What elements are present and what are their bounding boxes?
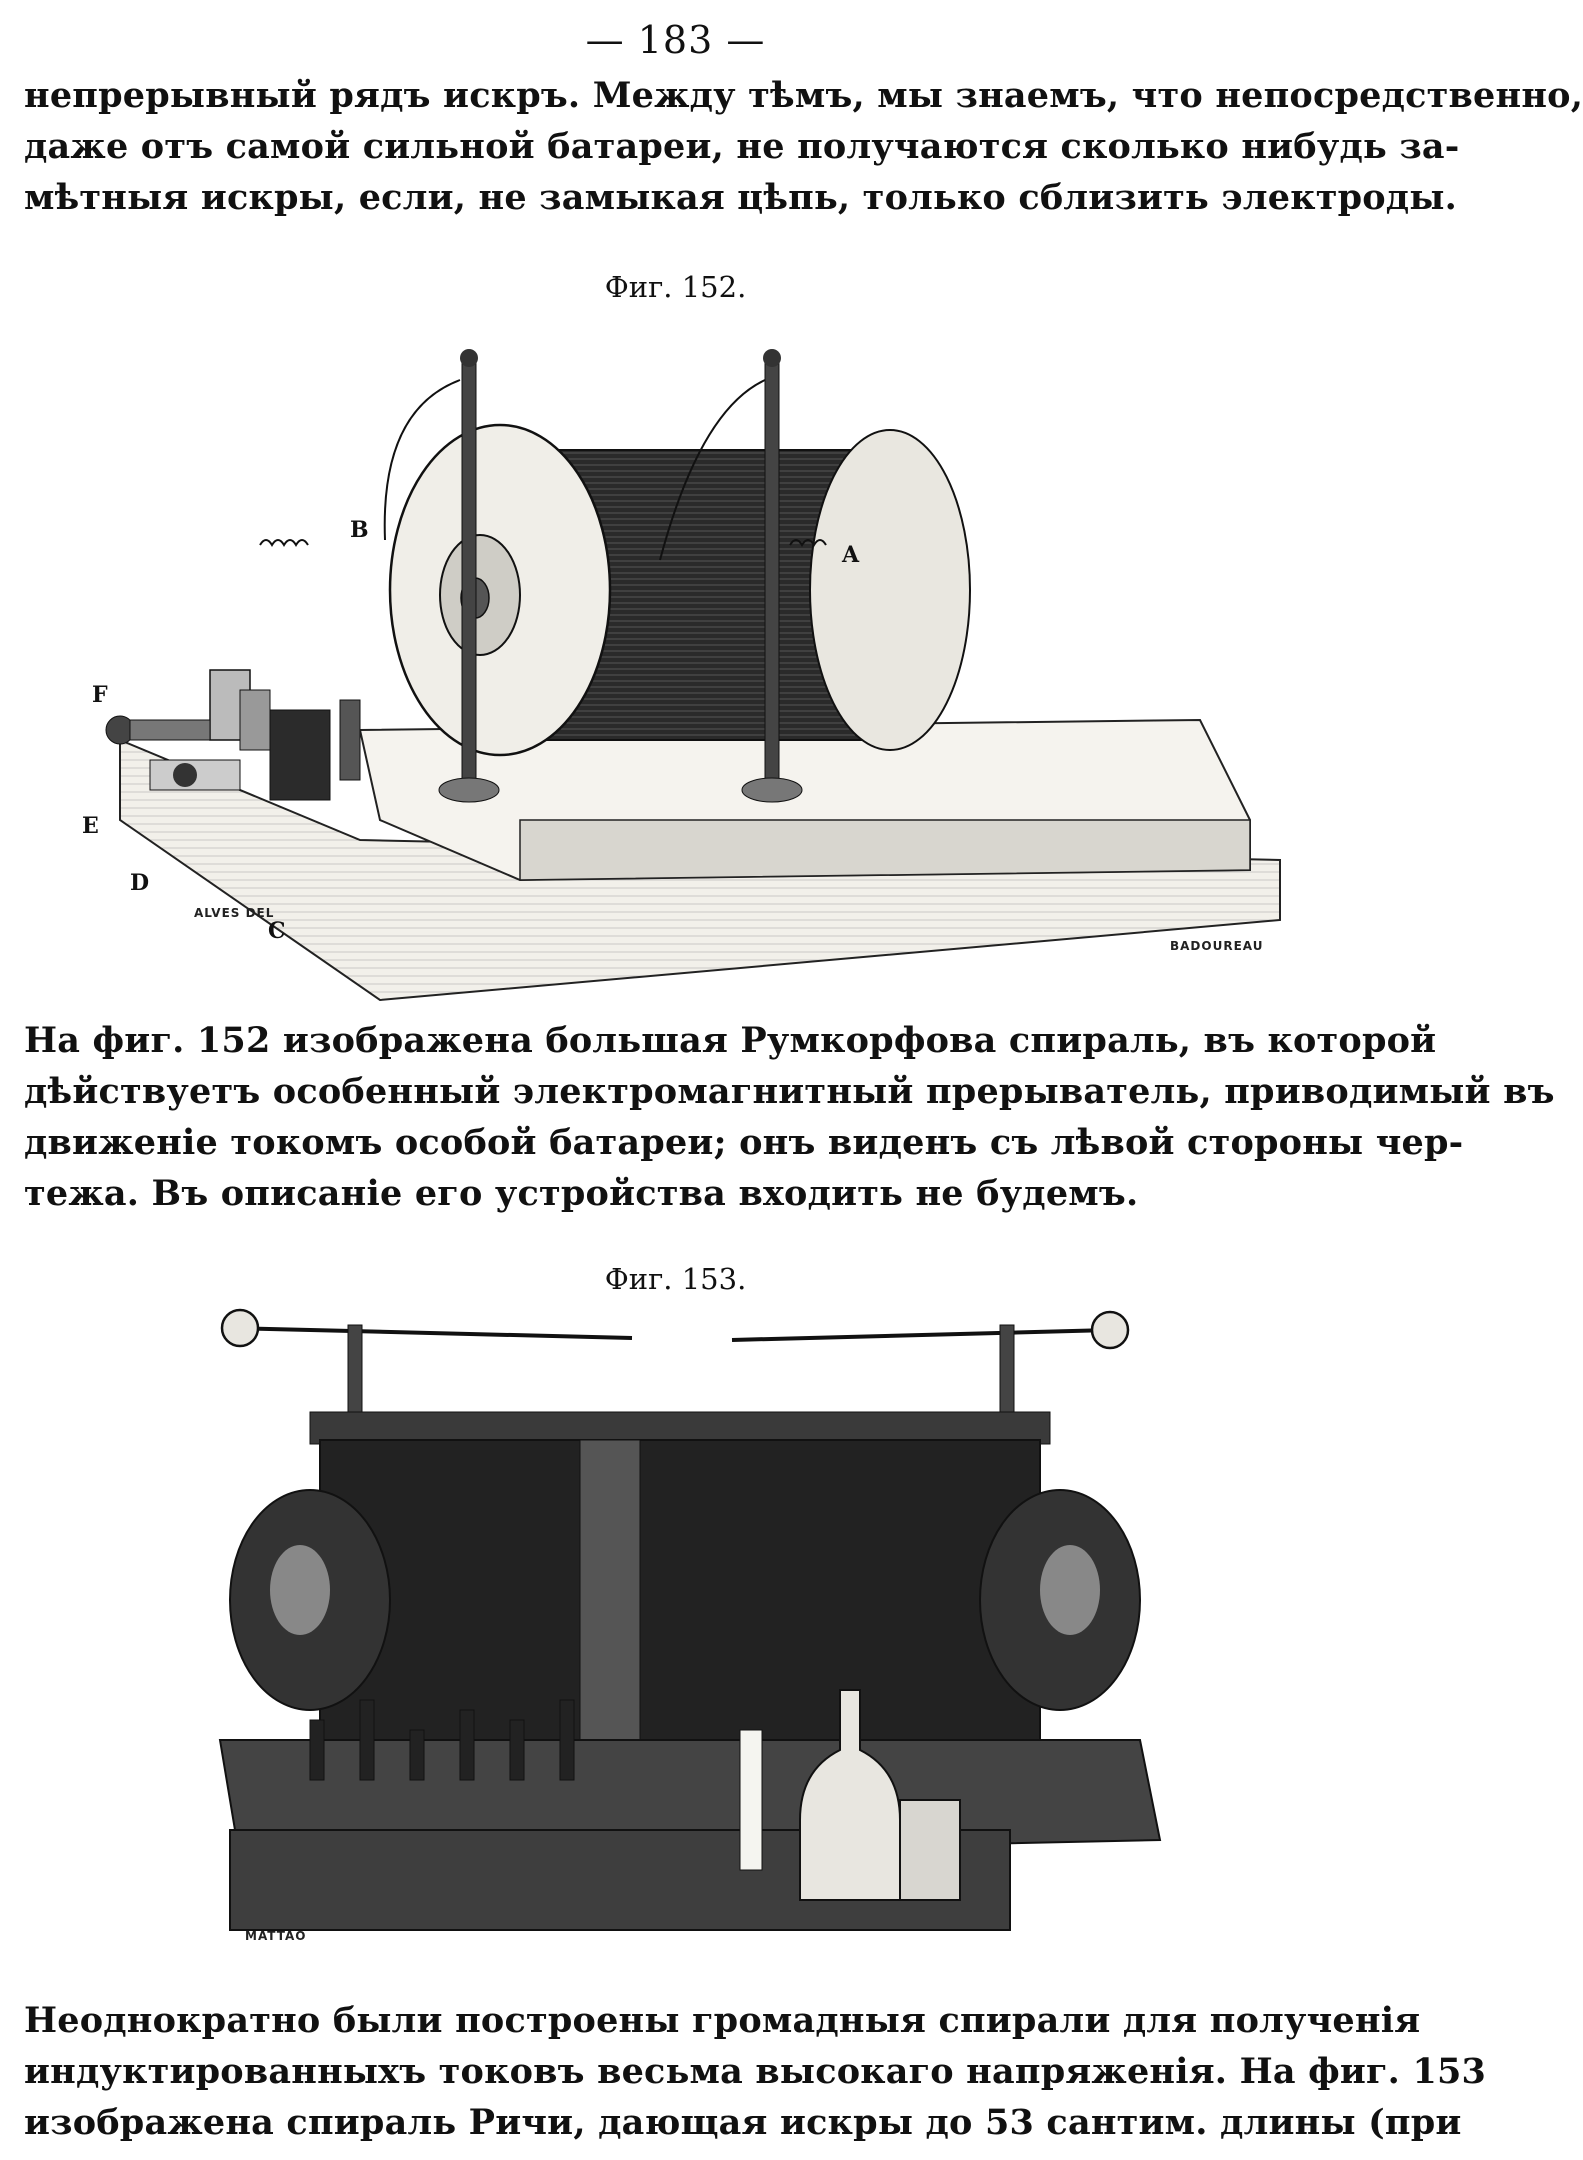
signature-right: BADOUREAU xyxy=(1170,939,1264,953)
text-line: изображена спираль Ричи, дающая искры до 53 сантим. длины (при xyxy=(24,2102,1462,2143)
paragraph-bottom-cont xyxy=(24,2046,1487,2148)
label-b: B xyxy=(350,517,369,543)
paragraph-middle xyxy=(24,1015,1437,1066)
text-line: дѣйствуетъ особенный электромагнитный прерыватель, приводимый въ xyxy=(24,1071,1555,1112)
left-discharger-rod xyxy=(230,1328,632,1338)
label-a: A xyxy=(842,542,860,568)
candle xyxy=(740,1730,762,1870)
text-line: даже отъ самой сильной батареи, не получаются сколько нибудь за- xyxy=(24,126,1460,167)
text-line: мѣтныя искры, если, не замыкая цѣпь, только сблизить электроды. xyxy=(24,177,1458,218)
text-line: На фиг. 152 изображена большая Румкорфова спираль, въ которой xyxy=(24,1020,1437,1061)
label-d: D xyxy=(130,870,150,896)
paragraph-bottom xyxy=(24,1995,1421,2046)
left-discharger-ball xyxy=(222,1310,258,1346)
paragraph-middle-cont xyxy=(24,1066,1555,1219)
signature-left: ALVES DEL xyxy=(194,906,275,920)
signature: MATTAO xyxy=(245,1929,307,1943)
right-terminal-post xyxy=(765,360,779,790)
figure-153-illustration xyxy=(200,1300,1180,1950)
text-line: движеніе токомъ особой батареи; онъ виденъ съ лѣвой стороны чер- xyxy=(24,1122,1464,1163)
label-e: E xyxy=(82,813,99,839)
glass xyxy=(900,1800,960,1900)
right-discharger-rod xyxy=(732,1330,1110,1340)
figure-153-caption: Фиг. 153. xyxy=(604,1262,747,1296)
label-f: F xyxy=(92,682,108,708)
left-terminal-post xyxy=(462,360,476,790)
text-line: индуктированныхъ токовъ весьма высокаго напряженія. На фиг. 153 xyxy=(24,2051,1487,2092)
page-number: — 183 — xyxy=(585,18,766,62)
coil-body xyxy=(320,1440,1040,1770)
figure-152-caption: Фиг. 152. xyxy=(604,270,747,304)
right-discharger-ball xyxy=(1092,1312,1128,1348)
text-line: Неоднократно были построены громадныя спирали для полученія xyxy=(24,2000,1421,2041)
text-line: непрерывный рядъ искръ. Между тѣмъ, мы знаемъ, что непосредственно, xyxy=(24,75,1583,116)
text-line: тежа. Въ описаніе его устройства входить не будемъ. xyxy=(24,1173,1139,1214)
paragraph-top xyxy=(24,70,1583,223)
label-c: C xyxy=(268,918,286,944)
figure-152-illustration xyxy=(82,300,1280,1000)
right-end-disk xyxy=(810,430,970,750)
